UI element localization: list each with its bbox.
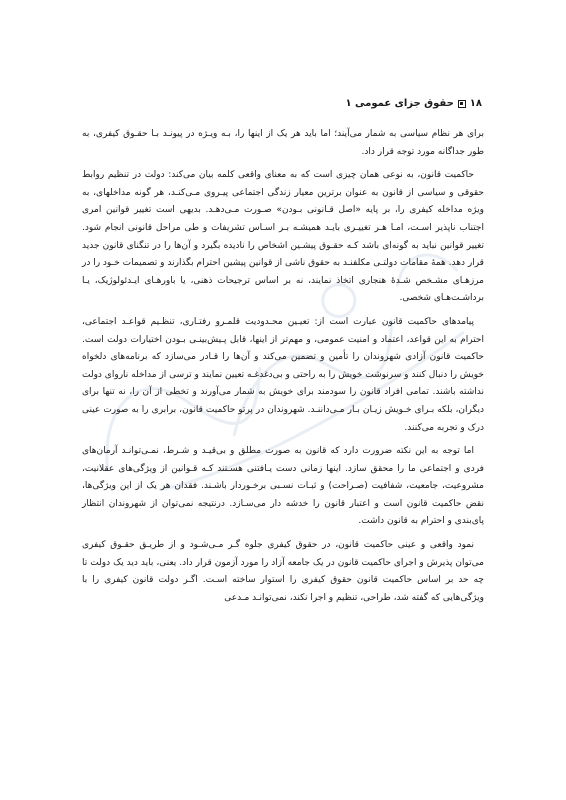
paragraph: نمود واقعی و عینی حاکمیت قانون، در حقوق کیفری جلوه گـر مـی‌شـود و از طریـق حقـوق کیفری می‌توان پذیرش و اجرای حاکمیت قانون در یک جامعه آزاد را مورد آزمون قرار داد. یعنی، باید دید یک دولت تا چه حد بر اساس حاکمیت قانون حقوق کیفری را استوار ساخته اسـت. اگـر دولت قانون کیفری را با ویژگی‌هایی که گفته شد، طراحی، تنظیم و اجرا نکند، نمی‌توانـد مـدعی — [82, 540, 484, 603]
page-body — [82, 126, 484, 607]
page-number: ۱۸ — [469, 98, 482, 109]
square-bullet-icon — [458, 100, 466, 108]
running-title: حقوق جزای عمومی ۱ — [345, 98, 454, 109]
paragraph: اما توجه به این نکته ضرورت دارد که قانون به صورت مطلق و بی‌قیـد و شـرط، نمـی‌توانـد آرمان‌های فردی و اجتماعی ما را محقق سازد. اینها زمانی دست یـافتنی هسـتند کـه قـوانین از ویژگی‌های عقلانیت، مشروعیت، جامعیت، شفافیت (صـراحت) و ثبـات نسـبی برخـوردار باشـند. فقدان هر یک از این ویژگی‌ها، نقض حاکمیت قانون است و اعتبار قانون را خدشه دار می‌سـازد. درنتیجه نمی‌توان از شهروندان انتظار پای‌بندی و احترام به قانون داشت. — [82, 446, 484, 527]
paragraph: برای هر نظام سیاسی به شمار می‌آیند؛ اما باید هر یک از اینها را، بـه ویـژه در پیونـد بـا حقـوق کیفری، به طور جداگانه مورد توجه قرار داد. — [82, 129, 484, 157]
paragraph: حاکمیت قانون، به نوعی همان چیزی است که به معنای واقعی کلمه بیان می‌کند: دولت در تنظیم روابط حقوقی و سیاسی از قانون به عنوان برترین معیار زندگی اجتماعی پیـروی مـی‌کنـد، هر گونه مداخلهای، به ویژه مداخله کیفری را، بر پایه «اصل قـانونی بـودن» صـورت مـی‌دهـد. بدیهی است تغییر قوانین امری اجتناب ناپذیر اسـت، امـا هـر تغییـری بایـد همیشـه بـر اسـاس تشریفات و طی مراحل قانونی انجام شود. تغییر قوانین نباید به گونه‌ای باشد کـه حقـوق پیشـین اشخاص را نادیده بگیرد و آن‌ها را در تنگنای قانون جدید قرار دهد. همهٔ مقامات دولتـی مکلفنـد به حقوق ناشی از قوانین پیشین احترام بگذارند و تصمیمات خـود را در مرزهـای مشـخص شـدهٔ هنجاری اتخاذ نمایند، نه بر اساس ترجیحات ذهنی، یا باورهـای ایـدئولوژیک، یـا برداشـت‌هـای شخصی. — [82, 170, 484, 304]
paragraph: پیامدهای حاکمیت قانون عبارت است از: تعیـین محـدودیت قلمـرو رفتـاری، تنظـیم قواعـد اجتماعی، احترام به این قواعد، اعتماد و امنیت عمومی، و مهم‌تر از اینها، قابل پـیش‌بینـی بـودن اختیارات دولت است. حاکمیت قانون آزادی شهروندان را تأمین و تضمین می‌کند و آن‌ها را قـادر می‌سازد که برنامه‌های دلخواه خویش را دنبال کنند و سرنوشت خویش را به راحتی و بی‌دغدغـه تعیین نمایند و ترسی از مداخله ناروای دولت نداشته باشند. تمامی افراد قانون را سودمند برای خویش به شمار می‌آورند و تخطی از آن را، نه تنها برای دیگران، بلکه بـرای خـویش زیـان بـار مـی‌داننـد. شهروندان در پرتو حاکمیت قانون، برابری را به صورت عینی درک و تجربه می‌کنند. — [82, 316, 484, 433]
running-header — [345, 98, 482, 109]
